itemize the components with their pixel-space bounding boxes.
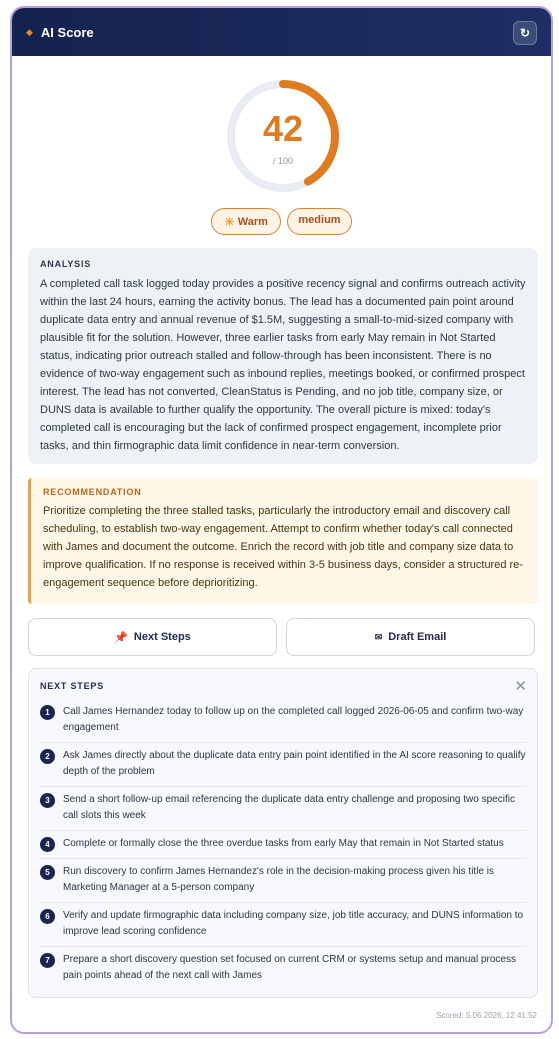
card-title: AI Score xyxy=(40,24,94,40)
envelope-icon: ✉ xyxy=(374,631,383,642)
next-step-item xyxy=(40,787,526,831)
draft-email-button[interactable] xyxy=(286,618,535,656)
step-text: Call James Hernandez today to follow up on the completed call logged 2026-06-05 and confirm two-way engagement xyxy=(63,706,524,733)
step-text: Send a short follow-up email referencing the duplicate data entry challenge and proposing two specific call slots this week xyxy=(63,794,515,821)
level-label: medium xyxy=(298,214,341,226)
step-text: Run discovery to confirm James Hernandez's role in the decision-making process given his title is Marketing Manager at a 5-person company xyxy=(63,866,494,893)
card-header xyxy=(12,8,551,56)
ai-score-card xyxy=(10,6,553,1034)
recommendation-section xyxy=(28,478,538,604)
next-steps-list xyxy=(40,699,526,990)
draft-email-button-label: Draft Email xyxy=(388,631,447,643)
refresh-button[interactable] xyxy=(513,21,537,45)
next-step-item xyxy=(40,859,526,903)
step-number: 7 xyxy=(40,953,55,968)
recommendation-text: Prioritize completing the three stalled tasks, particularly the introductory email and discovery call scheduling, to establish two-way engagement. Attempt to confirm whether today's call connected with James and document the outcome. Enrich the record with job title and company size data to improve qualification. If no response is received within 3-5 business days, consider a structured re-engagement sequence before deprioritizing. xyxy=(43,505,523,589)
analysis-text: A completed call task logged today provides a positive recency signal and confirms outreach activity within the last 24 hours, earning the activity bonus. The lead has a documented pain point around duplicate data entry and annual revenue of $1.5M, suggesting a small-to-mid-sized company with plausible fit for the solution. However, three earlier tasks from early May remain in Not Started status, indicating prior outreach stalled and follow-through has been inconsistent. There is no evidence of two-way engagement such as inbound replies, meetings booked, or confirmed prospect interest. The lead has not converted, CleanStatus is Pending, and no job title, company size, or DUNS data is available to further qualify the opportunity. The overall picture is mixed: today's completed call is encouraging but the lack of confirmed prospect engagement, incomplete prior tasks, and thin firmographic data limit confidence in near-term conversion. xyxy=(40,278,526,452)
next-steps-panel xyxy=(28,668,538,998)
step-number: 3 xyxy=(40,793,55,808)
step-text: Verify and update firmographic data including company size, job title accuracy, and DUNS information to improve lead scoring confidence xyxy=(63,910,524,937)
next-step-item xyxy=(40,831,526,859)
refresh-icon: ↻ xyxy=(519,26,531,40)
next-steps-button[interactable] xyxy=(28,618,277,656)
next-step-item xyxy=(40,903,526,947)
sparkle-icon: ◆ xyxy=(26,27,33,37)
temperature-label: Warm xyxy=(237,215,268,228)
next-steps-heading: NEXT STEPS xyxy=(40,681,105,691)
pushpin-icon: 📌 xyxy=(114,631,128,644)
score-value: 42 xyxy=(262,108,304,149)
score-gauge xyxy=(223,76,343,196)
score-max: / 100 xyxy=(272,156,294,166)
step-number: 5 xyxy=(40,865,55,880)
scored-timestamp: Scored: 5.06.2026, 12:41:52 xyxy=(436,1011,537,1020)
sun-cloud-icon: ☀ xyxy=(224,214,235,229)
step-number: 4 xyxy=(40,837,55,852)
analysis-heading: ANALYSIS xyxy=(40,259,92,269)
next-steps-button-label: Next Steps xyxy=(133,631,191,643)
step-number: 2 xyxy=(40,749,55,764)
next-step-item xyxy=(40,699,526,743)
step-number: 1 xyxy=(40,705,55,720)
level-badge xyxy=(287,208,352,235)
recommendation-heading: RECOMMENDATION xyxy=(43,487,142,497)
next-step-item xyxy=(40,743,526,787)
step-number: 6 xyxy=(40,909,55,924)
close-icon[interactable]: ✕ xyxy=(514,678,527,695)
step-text: Ask James directly about the duplicate data entry pain point identified in the AI score reasoning to qualify depth of the problem xyxy=(63,750,526,777)
step-text: Prepare a short discovery question set focused on current CRM or systems setup and manual process pain points ahead of the next call with James xyxy=(63,954,516,981)
step-text: Complete or formally close the three overdue tasks from early May that remain in Not Started status xyxy=(63,838,504,849)
temperature-badge xyxy=(211,208,281,235)
analysis-section xyxy=(28,248,538,464)
next-step-item xyxy=(40,947,526,990)
